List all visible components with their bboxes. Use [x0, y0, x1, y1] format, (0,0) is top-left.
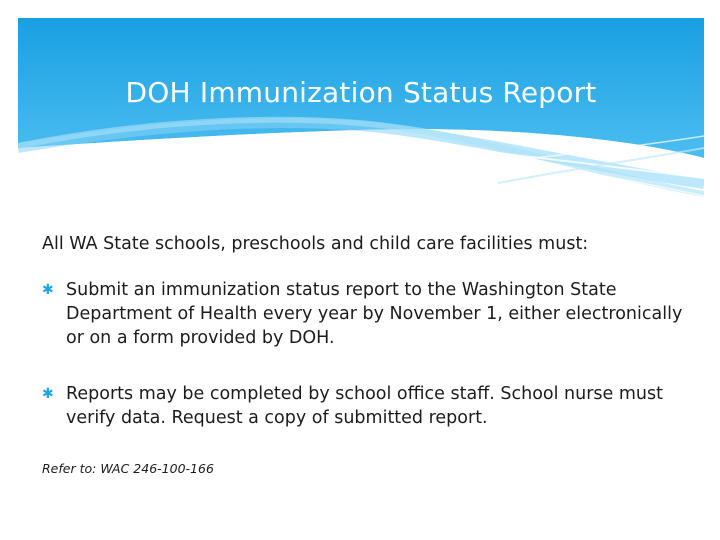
- bullet-text: Reports may be completed by school office staff. School nurse must verify data. Request a copy of submitted report.: [66, 384, 663, 428]
- bullet-item: [42, 278, 692, 350]
- bullet-list: [42, 278, 692, 430]
- asterisk-icon: ✱: [42, 386, 54, 402]
- intro-text: All WA State schools, preschools and child care facilities must:: [42, 234, 589, 254]
- bullet-item: [42, 382, 692, 430]
- banner-graphic: [18, 18, 704, 208]
- bullet-text: Submit an immunization status report to the Washington State Department of Health every year by November 1, either electronically or on a form provided by DOH.: [66, 280, 683, 348]
- asterisk-icon: ✱: [42, 282, 54, 298]
- title-banner: [18, 18, 704, 208]
- reference-note: Refer to: WAC 246-100-166: [42, 461, 214, 476]
- slide-title: DOH Immunization Status Report: [125, 76, 597, 109]
